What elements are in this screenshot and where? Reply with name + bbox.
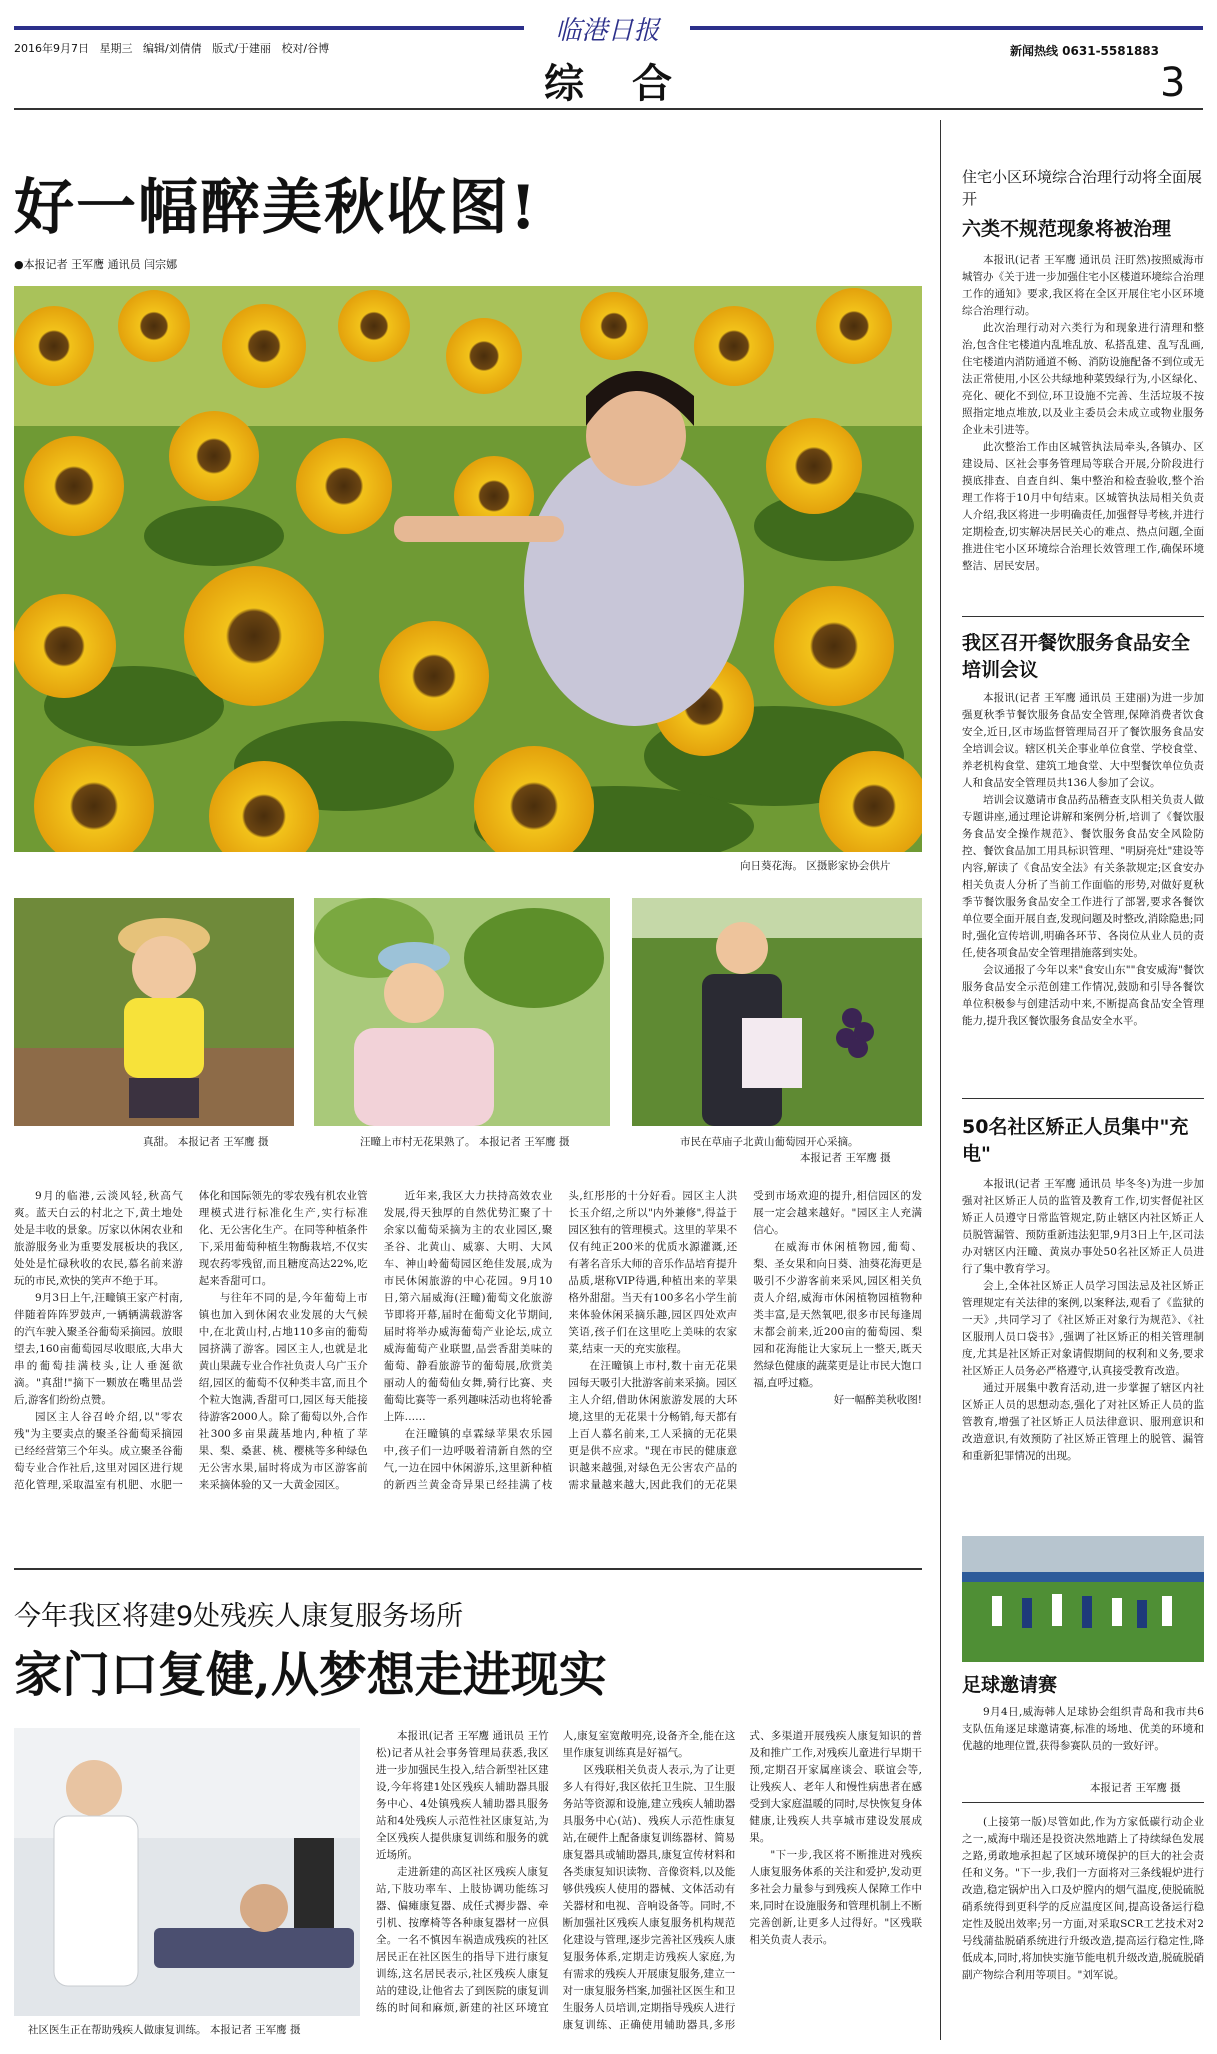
main-paragraph: 好一幅醉美秋收图! (833, 1394, 922, 1406)
child-photo (14, 898, 294, 1126)
masthead-rule-right (690, 26, 1203, 30)
right1-kicker: 住宅小区环境综合治理行动将全面展开 (962, 168, 1203, 208)
main-paragraph: 与往年不同的是,今年葡萄上市镇也加入到休闲农业发展的大气候中,在北黄山村,占地110多亩的葡萄园挤满了游客。园区主人,也就是北黄山果蔬专业合作社负责人乌广玉介绍,园区的葡萄不仅种类丰富,而且个个粒大饱满,香甜可口,园区每天能接待游客2000人。除了葡萄以外,合作社300多亩果蔬基地内,种植了苹果、梨、桑葚、桃、樱桃等多种绿色无公害水果,届时将成为市区游客前来采摘体验的又一大黄金园区。 (198, 1292, 368, 1491)
masthead-bottom-rule (14, 108, 1203, 110)
bottom-paragraph: "下一步,我区将不断推进对残疾人康复服务体系的关注和爱护,发动更多社会力量参与到残疾人保障工作中来,同时在设施服务和管理机制上不断完善创新,让更多人过得好。"区残联相关负责人表示。 (749, 1849, 922, 1946)
issue-info (14, 40, 329, 56)
right2-paragraph: 本报讯(记者 王军鹰 通讯员 王建丽)为进一步加强夏秋季节餐饮服务食品安全管理,保障消费者饮食安全,近日,区市场监督管理局召开了餐饮服务食品安全培训会议。辖区机关企事业单位食堂、学校食堂、养老机构食堂、建筑工地食堂、大中型餐饮单位负责人和食品安全管理员共136人参加了会议。 (962, 692, 1204, 789)
main-paragraph: 在威海市休闲植物园,葡萄、梨、圣女果和向日葵、油葵花海更是吸引不少游客前来采风,园区相关负责人介绍,威海市休闲植物园植物种类丰富,是天然氧吧,很多市民每逢周末都会前来,近200亩的葡萄园、梨园和花海能让大家玩上一整天,既天然绿色健康的蔬菜更是让市民大饱口福,直呼过瘾。 (753, 1241, 922, 1389)
bottom-paragraph: 区残联相关负责人表示,为了让更多人有得好,我区依托卫生院、卫生服务站等资源和设施,建立残疾人辅助器具服务中心(站)、残疾人示范性康复站,在硬件上配备康复训练器材、简易康复器具或辅助器具,康复宣传材料和各类康复知识读物、音像资料,以及能够供残疾人使用的器械、文体活动有关器材和电视、音响设备等。同时,不断加强社区残疾人康复服务机构规范化建设与管理,逐步完善社区残疾人康复服务体系,定期走访残疾人家庭,为有需求的残疾人开展康复服务,建立一对一康复服务档案,加强社区医生和卫生服务人员培训,定期指导残疾人进行康复训练、正确使用辅助器具,多形式、多渠道开展残疾人康复知识的普及和推广工作,对残疾儿童进行早期干预,定期召开家属座谈会、联谊会等,让残疾人、老年人和慢性病患者在感受到大家庭温暖的同时,尽快恢复身体健康,让残疾人共享城市建设发展成果。 (562, 1730, 922, 2031)
child-caption: 真甜。 本报记者 王军鹰 摄 (143, 1136, 269, 1148)
rehab-photo (14, 1728, 360, 2016)
fig-caption: 汪疃上市村无花果熟了。 本报记者 王军鹰 摄 (360, 1136, 570, 1148)
grape-caption: 市民在草庙子北黄山葡萄园开心采摘。 (680, 1136, 859, 1148)
right3-paragraph: 通过开展集中教育活动,进一步掌握了辖区内社区矫正人员的思想动态,强化了对社区矫正人员的监管教育,增强了社区矫正人员法律意识、服刑意识和改造意识,有效预防了社区矫正管理上的脱管、漏管和重新犯罪情况的出现。 (962, 1382, 1204, 1462)
rehab-photo-art (14, 1728, 360, 2016)
bottom-headline: 家门口复健,从梦想走进现实 (14, 1647, 607, 1703)
right1-paragraph: 本报讯(记者 王军鹰 通讯员 汪盯然)按照威海市城管办《关于进一步加强住宅小区楼道环境综合治理工作的通知》要求,我区将在全区开展住宅小区环境综合治理行动。 (962, 254, 1204, 317)
main-paragraph: 9月的临港,云淡风轻,秋高气爽。蓝天白云的村北之下,黄土地处处是丰收的景象。厉家以休闲农业和旅游服务业为重要发展板块的我区,处处是忙碌秋收的农民,慕名前来游玩的市民,欢快的笑声不绝于耳。 (14, 1190, 183, 1287)
right3-body (962, 1176, 1204, 1506)
right4-headline: 足球邀请赛 (962, 1674, 1058, 1696)
right1-headline: 六类不规范现象将被治理 (962, 218, 1172, 240)
child-photo-art (14, 898, 294, 1126)
bottom-paragraph: 本报讯(记者 王军鹰 通讯员 王竹松)记者从社会事务管理局获悉,我区进一步加强民生投入,结合新型社区建设,今年将建1处区残疾人辅助器具服务中心、4处镇残疾人辅助器具服务站和4处残疾人示范性社区康复站,为全区残疾人提供康复训练和服务的就近场所。 (376, 1730, 549, 1861)
main-paragraph: 在汪疃镇上市村,数十亩无花果园每天吸引大批游客前来采摘。园区主人介绍,借助休闲旅游发展的大环境,这里的无花果十分畅销,每天都有上百人慕名前来,工人采摘的无花果更是供不应求。"现在市民的健康意识越来越强,对绿色无公害农产品的需求量越来越大,因此我们的无花果受到市场欢迎的提升,相信园区的发展一定会越来越好。"园区主人充满信心。 (568, 1190, 922, 1491)
news-hotline: 新闻热线 0631-5581883 (1010, 44, 1160, 58)
main-paragraph: 9月3日上午,汪疃镇王家产村南,伴随着阵阵罗鼓声,一辆辆满载游客的汽车驶入聚圣谷葡萄采摘园。放眼望去,160亩葡萄园尽收眼底,大串大串的葡萄挂满枝头,让人垂涎欲滴。"真甜!"摘下一颗放在嘴里品尝后,游客们纷纷点赞。 (14, 1292, 183, 1406)
issue-date: 2016年9月7日 (14, 42, 89, 55)
main-paragraph: 在汪疃镇的卓霖绿苹果农乐园中,孩子们一边呼吸着清新自然的空气,一边在园中休闲游乐,这里新种植的新西兰黄金奇异果已经挂满了枝头,红彤彤的十分好看。园区主人洪长玉介绍,之所以"内外兼修",得益于园区独有的管理模式。这里的苹果不仅有纯正200米的优质水源灌溉,还有著名音乐大师的音乐作品培育提升品质,堪称VIP待遇,种植出来的苹果格外甜甜。当天有100多名小学生前来体验休闲采摘乐趣,园区四处欢声笑语,孩子们在这里吃上美味的农家菜,结束一天的充实旅程。 (383, 1190, 738, 1491)
rehab-caption: 社区医生正在帮助残疾人做康复训练。 本报记者 王军鹰 摄 (28, 2024, 301, 2036)
grape-photo (632, 898, 922, 1126)
masthead-rule-left (14, 26, 524, 30)
right-column-divider (940, 120, 941, 2040)
right1-body (962, 252, 1204, 602)
bottom-kicker: 今年我区将建9处残疾人康复服务场所 (14, 1601, 464, 1632)
right3-paragraph: 会上,全体社区矫正人员学习国法忌及社区矫正管理规定有关法律的案例,以案释法,观看了《监狱的一天》,共同学习了《社区矫正对象行为规范》、《社区服刑人员口袋书》,强调了社区矫正的相关管理制度,尤其是社区矫正对象请假期间的权利和义务,要求社区矫正人员务必严格遵守,认真接受教育改造。 (962, 1280, 1204, 1377)
main-article-body (14, 1188, 922, 1494)
right2-body (962, 690, 1204, 1090)
bottom-article-body (376, 1728, 922, 2044)
paper-logo: 临港日报 (555, 16, 660, 46)
main-headline: 好一幅醉美秋收图! (14, 173, 539, 243)
main-byline: ●本报记者 王军鹰 通讯员 闫宗娜 (14, 258, 178, 271)
grape-photo-art (632, 898, 922, 1126)
right-rule (962, 616, 1204, 617)
sunflower-caption: 向日葵花海。 区摄影家协会供片 (740, 860, 891, 872)
sunflower-photo-art (14, 286, 922, 852)
right1-paragraph: 此次整治工作由区城管执法局牵头,各镇办、区建设局、区社会事务管理局等联合开展,分阶段进行摸底排查、自查自纠、集中整治和检查验收,整个治理工作将于10月中旬结束。区城管执法局相关负责人介绍,我区将进一步明确责任,加强督导考核,并进行定期检查,切实解决居民关心的难点、热点问题,全面推进住宅小区环境综合治理长效管理工作,确保环境整洁、居民安居。 (962, 441, 1204, 572)
issue-editor: 编辑/刘倩倩 (143, 42, 202, 55)
issue-proof: 校对/谷博 (281, 42, 330, 55)
fig-photo (314, 898, 610, 1126)
football-photo (962, 1536, 1204, 1662)
right2-headline: 我区召开餐饮服务食品安全培训会议 (962, 632, 1191, 681)
right4-paragraph: 9月4日,威海韩人足球协会组织青岛和我市共6支队伍角逐足球邀请赛,标准的场地、优美的环境和优越的地理位置,获得参赛队员的一致好评。 (962, 1706, 1204, 1752)
issue-layout: 版式/于建丽 (212, 42, 271, 55)
page-number: 3 (1160, 60, 1186, 106)
right4-body (962, 1704, 1204, 1755)
fig-photo-art (314, 898, 610, 1126)
main-paragraph: 园区主人谷召岭介绍,以"零农残"为主要卖点的聚圣谷葡萄采摘园已经经营第三个年头。成立聚圣谷葡萄专业合作社后,这里对园区进行规范化管理,采取温室有机肥、水肥一体化和国际领先的零农残有机农业管理模式进行标准化生产,实行标准化、无公害化生产。在同等种植条件下,采用葡萄种植生物酶栽培,不仅实现农药零残留,而且糖度高达22%,吃起来香甜可口。 (14, 1190, 368, 1491)
grape-caption-credit: 本报记者 王军鹰 摄 (800, 1152, 891, 1164)
right2-paragraph: 会议通报了今年以来"食安山东""食安威海"餐饮服务食品安全示范创建工作情况,鼓励和引导各餐饮单位积极参与创建活动中来,不断提高食品安全管理能力,提升我区餐饮服务食品安全水平。 (962, 964, 1204, 1027)
right-rule (962, 1098, 1204, 1099)
right2-paragraph: 培训会议邀请市食品药品稽查支队相关负责人做专题讲座,通过理论讲解和案例分析,培训了《餐饮服务食品安全操作规范》、餐饮服务食品安全风险防控、餐饮食品加工用具标识管理、"明厨亮灶"建设等内容,解读了《食品安全法》有关条款规定;区食安办相关负责人分析了当前工作面临的形势,对做好夏秋季节餐饮服务食品安全工作进行了部署,要求各餐饮单位要全面开展自查,发现问题及时整改,消除隐患;同时,强化宣传培训,明确各环节、各岗位从业人员的责任,使各项食品安全管理措施落到实处。 (962, 794, 1204, 959)
issue-weekday: 星期三 (99, 42, 133, 55)
section-divider (14, 1568, 922, 1570)
section-title: 综 合 (544, 61, 676, 107)
right3-paragraph: 本报讯(记者 王军鹰 通讯员 毕冬冬)为进一步加强对社区矫正人员的监管及教育工作,切实督促社区矫正人员遵守日常监管规定,防止辖区内社区矫正人员脱管漏管、预防重新违法犯罪,9月3日上午,区司法办对辖区内汪疃、黄岚办事处50名社区矫正人员进行了集中教育学习。 (962, 1178, 1204, 1275)
sunflower-photo (14, 286, 922, 852)
main-paragraph: 近年来,我区大力扶持高效农业发展,得天独厚的自然优势汇聚了十余家以葡萄采摘为主的农业园区,聚圣谷、北黄山、威寨、大明、大风车、神山岭葡萄园区绝佳发展,成为市民休闲旅游的中心花园。9月10日,第六届威海(汪疃)葡萄文化旅游节即将开幕,届时在葡萄文化节期间,届时将举办威海葡萄产业论坛,成立威海葡萄产业联盟,品尝香甜美味的葡萄、静看旅游节的葡萄展,欣赏美丽动人的葡萄仙女舞,骑行比赛、夹葡萄比赛等一系列趣味活动也将轮番上阵…… (383, 1190, 553, 1423)
right5-body (962, 1814, 1204, 2046)
right-rule (962, 1802, 1204, 1803)
football-photo-art (962, 1536, 1204, 1662)
right5-paragraph: (上接第一版)尽管如此,作为方家低碳行动企业之一,威海中瑞还是投资决然地踏上了持续绿色发展之路,勇敢地承担起了区域环境保护的巨大的社会责任和义务。"下一步,我们一方面将对三条线辊炉进行改造,稳定锅炉出入口及炉膛内的烟气温度,使脱硫脱硝系统得到更科学的反应温度区间,提高设备运行稳定性及脱出效率;另一方面,对采取SCR工艺技术对2号线蒲盐脱硝系统进行升级改造,提高运行稳定性,降低成本,同时,将加快实施节能电机升级改造,脱硫脱硝副产物综合利用等项目。"刘军说。 (962, 1816, 1204, 1981)
bottom-paragraph: 走进新建的高区社区残疾人康复站,下肢功率车、上肢协调功能练习器、偏瘫康复器、成任式褥步器、牵引机、按摩椅等各种康复器材一应俱全。一名不慎因车祸造成残疾的社区居民正在社区医生的指导下进行康复训练,这名居民表示,社区残疾人康复站的建设,让他省去了到医院的康复训练的时间和麻烦,新建的社区环境宜人,康复室宽敞明亮,设备齐全,能在这里作康复训练真是好福气。 (376, 1730, 736, 2014)
right1-paragraph: 此次治理行动对六类行为和现象进行清理和整治,包含住宅楼道内乱堆乱放、私搭乱建、乱写乱画,住宅楼道内消防通道不畅、消防设施配备不到位或无法正常使用,小区公共绿地种菜毁绿行为,小区绿化、亮化、硬化不到位,环卫设施不完善、生活垃圾不按照指定地点堆放,以及业主委员会未成立或物业服务企业未引进等。 (962, 322, 1204, 436)
right3-headline: 50名社区矫正人员集中"充电" (962, 1116, 1189, 1165)
right4-byline: 本报记者 王军鹰 摄 (1090, 1782, 1181, 1794)
